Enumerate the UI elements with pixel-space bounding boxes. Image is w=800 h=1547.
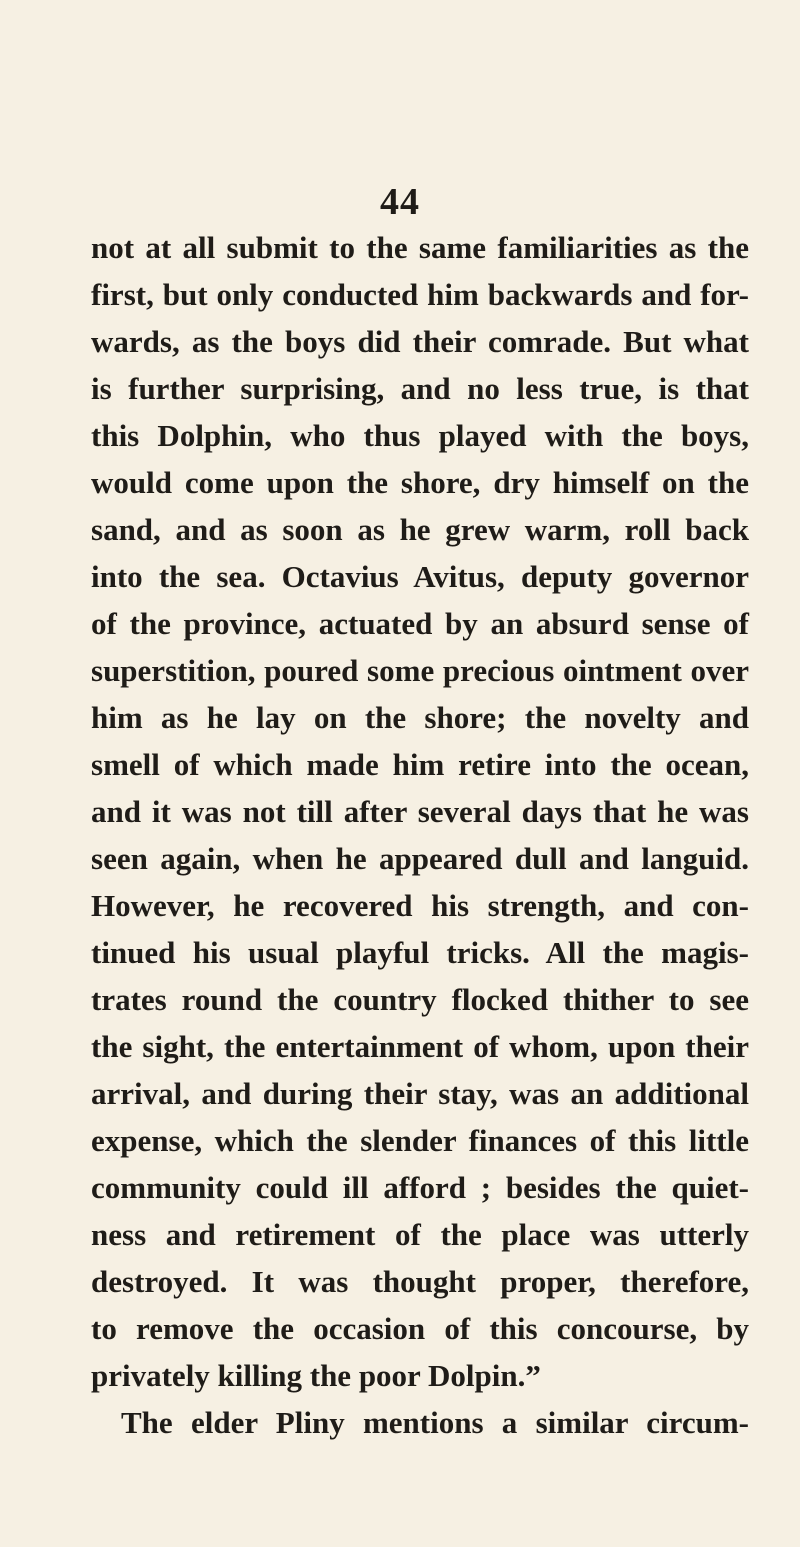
text-line: wards, as the boys did their comrade. But what xyxy=(91,324,749,359)
text-line: sand, and as soon as he grew warm, roll back xyxy=(91,512,749,547)
text-line: this Dolphin, who thus played with the boys, xyxy=(91,418,749,453)
text-line: of the province, actuated by an absurd sense of xyxy=(91,606,749,641)
text-line: The elder Pliny mentions a similar circum- xyxy=(121,1405,749,1440)
text-line: smell of which made him retire into the ocean, xyxy=(91,747,749,782)
text-line: and it was not till after several days that he was xyxy=(91,794,749,829)
text-line: is further surprising, and no less true, is that xyxy=(91,371,749,406)
text-line: into the sea. Octavius Avitus, deputy governor xyxy=(91,559,749,594)
text-line: to remove the occasion of this concourse, by xyxy=(91,1311,749,1346)
text-line: first, but only conducted him backwards and for- xyxy=(91,277,749,312)
text-line: trates round the country flocked thither to see xyxy=(91,982,749,1017)
text-line: tinued his usual playful tricks. All the magis- xyxy=(91,935,749,970)
text-line: him as he lay on the shore; the novelty and xyxy=(91,700,749,735)
page-number: 44 xyxy=(380,181,420,223)
text-line: the sight, the entertainment of whom, upon their xyxy=(91,1029,749,1064)
text-line: community could ill afford ; besides the quiet- xyxy=(91,1170,749,1205)
text-line: seen again, when he appeared dull and languid. xyxy=(91,841,749,876)
text-line: ness and retirement of the place was utterly xyxy=(91,1217,749,1252)
text-line: destroyed. It was thought proper, therefore, xyxy=(91,1264,749,1299)
text-line: would come upon the shore, dry himself on the xyxy=(91,465,749,500)
text-line: superstition, poured some precious ointment over xyxy=(91,653,749,688)
text-line: arrival, and during their stay, was an additional xyxy=(91,1076,749,1111)
body-text xyxy=(91,224,749,1446)
text-line: expense, which the slender finances of this little xyxy=(91,1123,749,1158)
text-line: privately killing the poor Dolpin.” xyxy=(91,1358,541,1393)
text-line: However, he recovered his strength, and con- xyxy=(91,888,749,923)
text-line: not at all submit to the same familiarities as the xyxy=(91,230,749,265)
